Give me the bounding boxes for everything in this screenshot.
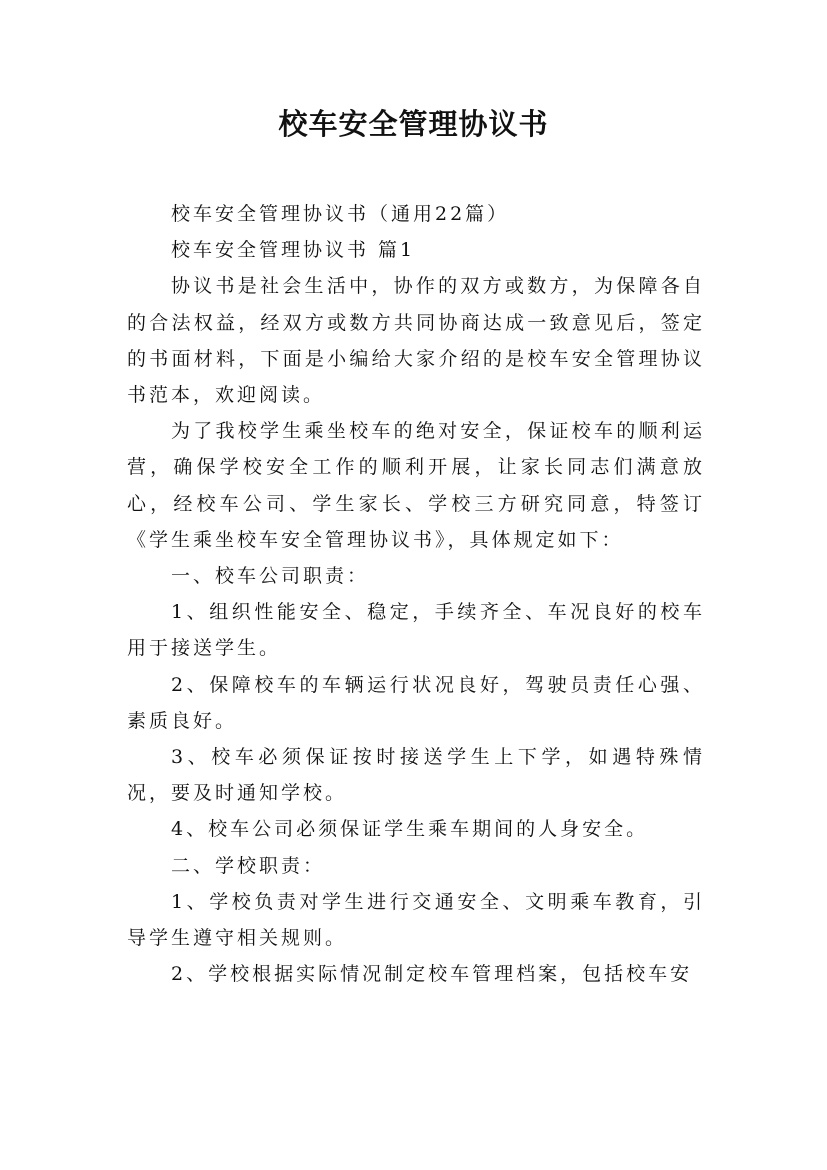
paragraph-subtitle: 校车安全管理协议书（通用22篇）: [171, 203, 510, 225]
paragraph-heading-school: 二、学校职责：: [171, 854, 326, 877]
paragraph-school-2: 2、学校根据实际情况制定校车管理档案，包括校车安: [171, 963, 693, 986]
paragraph-section-heading: 校车安全管理协议书 篇1: [171, 239, 416, 262]
paragraph-school-1: 1、学校负责对学生进行交通安全、文明乘车教育，引导学生遵守相关规则。: [127, 890, 705, 950]
paragraph-company-1: 1、组织性能安全、稳定，手续齐全、车况良好的校车用于接送学生。: [127, 601, 705, 660]
document-body: [127, 196, 705, 992]
document-title: 校车安全管理协议书: [278, 107, 549, 141]
paragraph-company-2: 2、保障校车的车辆运行状况良好，驾驶员责任心强、素质良好。: [127, 673, 705, 732]
paragraph-company-3: 3、校车必须保证按时接送学生上下学，如遇特殊情况，要及时通知学校。: [127, 746, 705, 805]
paragraph-intro: 协议书是社会生活中，协作的双方或数方，为保障各自的合法权益，经双方或数方共同协商达成一致意见后，签定的书面材料，下面是小编给大家介绍的是校车安全管理协议书范本，欢迎阅读。: [127, 275, 705, 407]
paragraph-purpose: 为了我校学生乘坐校车的绝对安全，保证校车的顺利运营，确保学校安全工作的顺利开展，让家长同志们满意放心，经校车公司、学生家长、学校三方研究同意，特签订《学生乘坐校车安全管理协议书》，具体规定如下：: [127, 420, 705, 551]
paragraph-heading-company: 一、校车公司职责：: [171, 565, 370, 588]
paragraph-company-4: 4、校车公司必须保证学生乘车期间的人身安全。: [171, 818, 649, 841]
